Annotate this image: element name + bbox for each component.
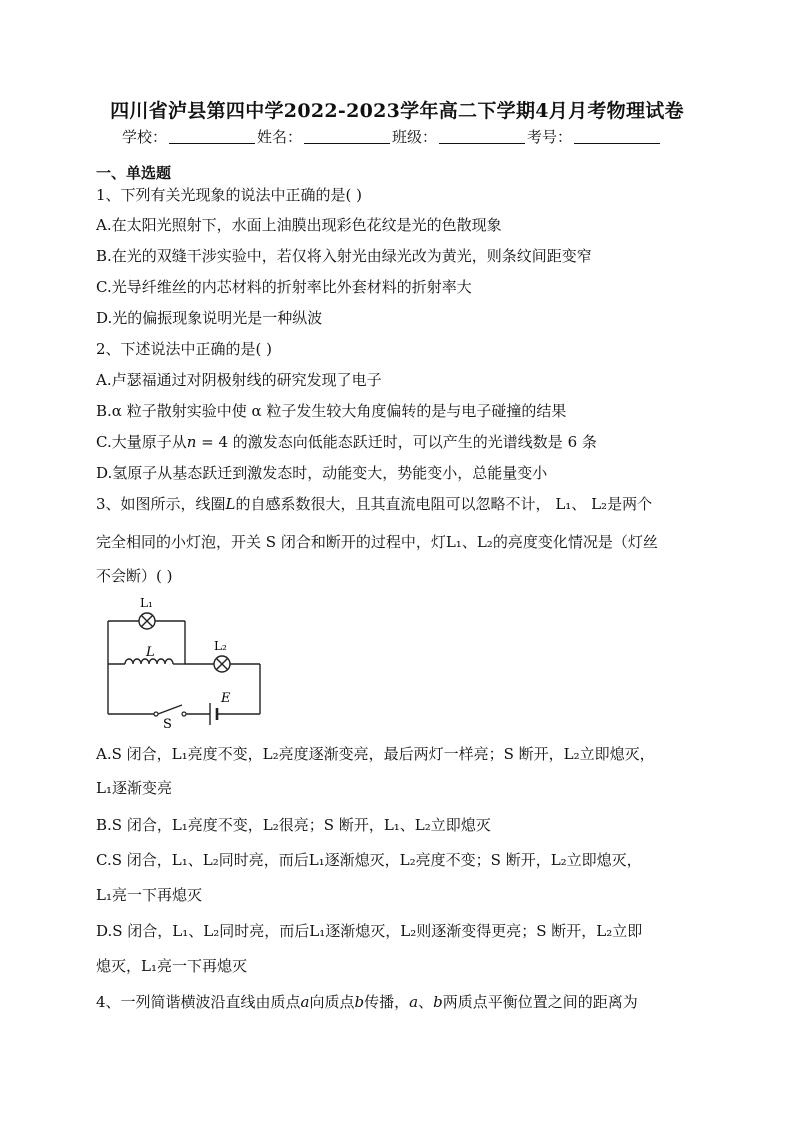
- label-l2: L₂: [214, 639, 227, 653]
- q3-l2-label: L₂: [591, 495, 608, 513]
- label-l1: L₁: [140, 596, 153, 610]
- exam-no-blank[interactable]: [574, 129, 660, 144]
- q3-stem1-var: L: [225, 495, 236, 513]
- q2-option-c-post: = 4 的激发态向低能态跃迁时，可以产生的光谱线数是 6 条: [196, 433, 597, 451]
- q2-stem: 2、下述说法中正确的是( ): [96, 340, 273, 358]
- q3-stem1-b: 的自感系数很大，且其直流电阻可以忽略不计，: [235, 495, 551, 513]
- q3-sep: 、: [571, 495, 587, 513]
- q4-stem-c: 传播，: [364, 993, 410, 1011]
- q4-stem-d: 、: [418, 993, 434, 1011]
- switch-contact-right-icon: [182, 712, 186, 716]
- q4-var-a: a: [300, 993, 310, 1011]
- q3-stem2-l2: L₂: [476, 533, 493, 551]
- q3-stem-line1: [96, 494, 652, 514]
- q3-option-d-line2: 熄灭，L₁亮一下再熄灭: [96, 957, 247, 975]
- school-blank[interactable]: [169, 129, 255, 144]
- q1-option-b: B.在光的双缝干涉实验中，若仅将入射光由绿光改为黄光，则条纹间距变窄: [96, 247, 592, 265]
- q3-option-d-line1: D.S 闭合，L₁、L₂同时亮，而后L₁逐渐熄灭，L₂则逐渐变得更亮；S 断开，L₂立即: [96, 922, 643, 940]
- q2-option-b: B.α 粒子散射实验中使 α 粒子发生较大角度偏转的是与电子碰撞的结果: [96, 402, 567, 420]
- q2-option-c-pre: C.大量原子从: [96, 433, 187, 451]
- switch-blade-icon[interactable]: [158, 705, 182, 714]
- q3-stem2-a: 完全相同的小灯泡，开关 S 闭合和断开的过程中，灯: [96, 533, 446, 551]
- q3-stem1-c: 是两个: [607, 495, 653, 513]
- q4-stem-b: 向质点: [309, 993, 355, 1011]
- exam-title: 四川省泸县第四中学2022-2023学年高二下学期4月月考物理试卷: [110, 100, 684, 122]
- q2-option-a: A.卢瑟福通过对阴极射线的研究发现了电子: [96, 371, 382, 389]
- q4-var-b2: b: [433, 993, 443, 1011]
- q3-l1-label: L₁: [555, 495, 572, 513]
- q4-stem: [96, 992, 638, 1012]
- label-emf: E: [221, 691, 231, 706]
- q1-stem: 1、下列有关光现象的说法中正确的是( ): [96, 186, 363, 204]
- circuit-diagram: [100, 592, 270, 732]
- q4-stem-e: 两质点平衡位置之间的距离为: [442, 993, 638, 1011]
- q3-stem2-l1: L₁: [445, 533, 462, 551]
- q4-stem-a: 4、一列简谐横波沿直线由质点: [96, 993, 301, 1011]
- label-coil: L: [146, 645, 155, 660]
- class-blank[interactable]: [439, 129, 525, 144]
- q1-option-a: A.在太阳光照射下，水面上油膜出现彩色花纹是光的色散现象: [96, 216, 502, 234]
- class-label: 班级：: [392, 128, 438, 146]
- q4-var-a2: a: [409, 993, 419, 1011]
- label-switch: S: [163, 717, 172, 732]
- q3-stem1-a: 3、如图所示，线圈: [96, 495, 226, 513]
- exam-no-label: 考号：: [527, 128, 573, 146]
- q3-option-a-line2: L₁逐渐变亮: [96, 779, 172, 797]
- q3-option-b: B.S 闭合，L₁亮度不变，L₂很亮；S 断开，L₁、L₂立即熄灭: [96, 816, 491, 834]
- q4-var-b: b: [354, 993, 365, 1011]
- q3-stem2-b: 的亮度变化情况是（灯丝: [492, 533, 658, 551]
- student-info-line: [122, 126, 662, 147]
- q1-option-c: C.光导纤维丝的内芯材料的折射率比外套材料的折射率大: [96, 278, 472, 296]
- q1-option-d: D.光的偏振现象说明光是一种纵波: [96, 309, 323, 327]
- section-heading: 一、单选题: [96, 164, 172, 182]
- q3-stem-line3: 不会断）( ): [96, 567, 173, 585]
- q2-option-c-var: n: [186, 433, 197, 451]
- switch-contact-left-icon: [154, 712, 158, 716]
- q3-option-c-line2: L₁亮一下再熄灭: [96, 886, 202, 904]
- q3-stem2-sep: 、: [461, 533, 477, 551]
- q3-stem-line2: [96, 532, 658, 552]
- q2-option-d: D.氢原子从基态跃迁到激发态时，动能变大，势能变小，总能量变小: [96, 464, 548, 482]
- name-label: 姓名：: [257, 128, 303, 146]
- q3-option-a-line1: A.S 闭合，L₁亮度不变，L₂亮度逐渐变亮，最后两灯一样亮；S 断开，L₂立即熄灭，: [96, 745, 655, 763]
- name-blank[interactable]: [304, 129, 390, 144]
- q2-option-c: [96, 432, 597, 452]
- school-label: 学校：: [122, 128, 168, 146]
- q3-option-c-line1: C.S 闭合，L₁、L₂同时亮，而后L₁逐渐熄灭，L₂亮度不变；S 断开，L₂立即熄灭，: [96, 851, 642, 869]
